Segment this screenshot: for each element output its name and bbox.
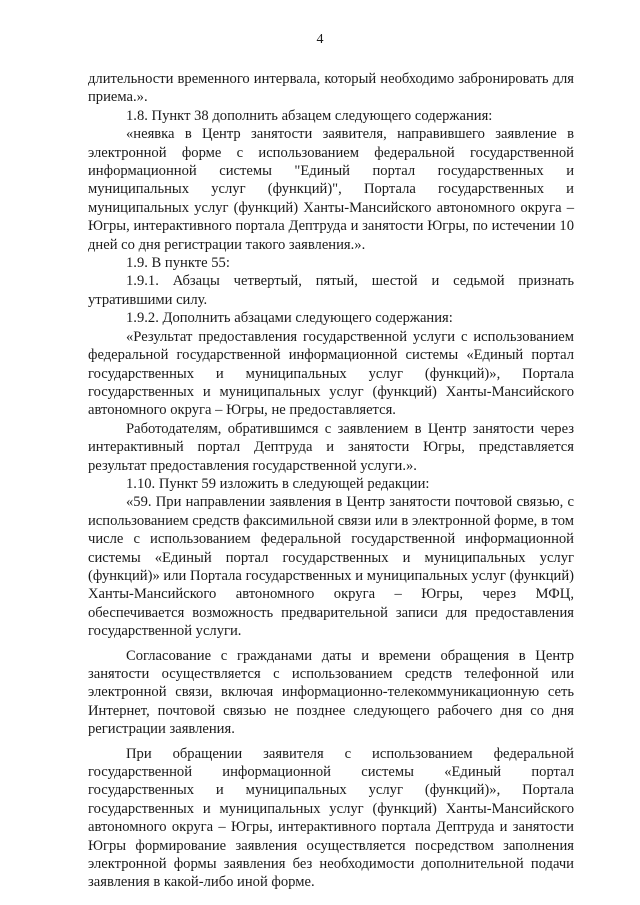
paragraph-1-9-1: 1.9.1. Абзацы четвертый, пятый, шестой и седьмой признать утратившими силу. bbox=[88, 273, 574, 308]
paragraph-59: «59. При направлении заявления в Центр занятости почтовой связью, с использованием средств факсимильной связи или в электронной форме, в том числе с использованием федеральной государственной информационной системы «Единый портал государственных и муниципальных услуг (функций)» или Портала государственных и муниципальных услуг (функций) Ханты-Мансийского автономного округа – Югры, через МФЦ, обеспечивается возможность предварительной записи для предоставления государственной услуги. bbox=[88, 494, 574, 640]
paragraph-result-clause: «Результат предоставления государственной услуги с использованием федеральной государственной информационной системы «Единый портал государственных и муниципальных услуг (функций)», Портала государственных и муниципальных услуг (функций) Ханты-Мансийского автономного округа – Югры, не предоставляется. bbox=[88, 328, 574, 419]
paragraph-1-9: 1.9. В пункте 55: bbox=[126, 255, 230, 272]
paragraph-interval-end: длительности временного интервала, который необходимо забронировать для приема.». bbox=[88, 71, 574, 106]
paragraph-1-10: 1.10. Пункт 59 изложить в следующей редакции: bbox=[126, 475, 430, 492]
paragraph-no-show-clause: «неявка в Центр занятости заявителя, направившего заявление в электронной форме с использованием федеральной государственной информационной системы "Единый портал государственных и муниципальных услуг (функций)", Портала государственных и муниципальных услуг (функций) Ханты-Мансийского автономного округа – Югры, интерактивного портала Дептруда и занятости Югры, по истечении 10 дней со дня регистрации такого заявления.». bbox=[88, 126, 574, 253]
paragraph-1-8: 1.8. Пункт 38 дополнить абзацем следующего содержания: bbox=[126, 107, 493, 124]
page-number: 4 bbox=[316, 32, 324, 47]
paragraph-employers-clause: Работодателям, обратившимся с заявлением в Центр занятости через интерактивный портал Дептруда и занятости Югры, представляется результат предоставления государственной услуги.». bbox=[88, 420, 574, 474]
paragraph-coordination: Согласование с гражданами даты и времени обращения в Центр занятости осуществляется с использованием средств телефонной или электронной связи, включая информационно-телекоммуникационную сеть Интернет, почтовой связью не позднее следующего рабочего дня со дня регистрации заявления. bbox=[88, 647, 574, 738]
paragraph-1-9-2: 1.9.2. Дополнить абзацами следующего содержания: bbox=[126, 310, 453, 327]
paragraph-electronic-application: При обращении заявителя с использованием федеральной государственной информационной системы «Единый портал государственных и муниципальных услуг (функций)», Портала государственных и муниципальных услуг (функций) Ханты-Мансийского автономного округа – Югры, интерактивного портала Дептруда и занятости Югры формирование заявления осуществляется посредством заполнения электронной формы заявления без необходимости дополнительной подачи заявления в какой-либо иной форме. bbox=[88, 745, 574, 891]
document-body bbox=[88, 70, 574, 892]
